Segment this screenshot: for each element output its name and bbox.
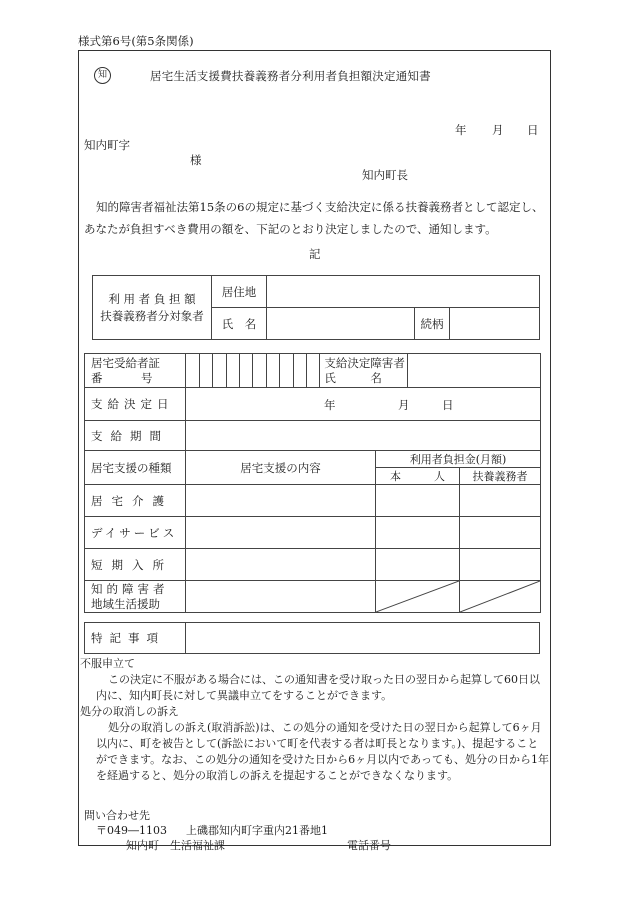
cert-number-label <box>85 354 186 388</box>
special-notes-label: 特記事項 <box>85 623 186 654</box>
service-content-cell[interactable] <box>186 485 376 517</box>
contact-heading: 問い合わせ先 <box>84 809 150 822</box>
cert-digit-box[interactable] <box>280 354 293 387</box>
lawsuit-heading: 処分の取消しの訴え <box>80 705 179 718</box>
contact-department: 知内町 生活福祉課 <box>126 839 225 852</box>
cert-digit-box[interactable] <box>199 354 212 387</box>
supporter-amount-cell[interactable] <box>460 485 541 517</box>
ki-marker: 記 <box>309 247 321 261</box>
disabled-person-label <box>320 354 408 387</box>
relation-label: 続柄 <box>415 308 450 340</box>
service-row-label: デイサービス <box>85 517 186 549</box>
date-day: 日 <box>527 123 539 137</box>
period-label: 支給期間 <box>85 421 186 451</box>
cert-row <box>186 354 541 388</box>
residence-label: 居住地 <box>212 276 267 308</box>
self-amount-cell[interactable] <box>376 485 460 517</box>
service-table <box>84 353 541 613</box>
supporter-header: 扶養義務者 <box>460 468 541 485</box>
supporter-amount-cell[interactable] <box>460 549 541 581</box>
service-content-cell[interactable] <box>186 549 376 581</box>
disabled-person-line1: 支給決定障害者 <box>324 355 405 370</box>
notice-body: 知的障害者福祉法第15条の6の規定に基づく支給決定に係る扶養義務者として認定し、あなたが負担すべき費用の額を、下記のとおり決定しましたので、通知します。 <box>84 200 544 236</box>
name-field[interactable] <box>267 308 415 340</box>
relation-field[interactable] <box>450 308 540 340</box>
objection-text: この決定に不服がある場合には、この通知書を受け取った日の翌日から起算して60日以内に、知内町長に対して異議申立てをすることができます。 <box>96 673 540 702</box>
service-content-cell[interactable] <box>186 517 376 549</box>
period-field[interactable] <box>186 421 541 451</box>
lawsuit-text: 処分の取消しの訴え(取消訴訟)は、この処分の通知を受けた日の翌日から起算して6ヶ月以内に、町を被告として(訴訟において町を代表する者は町長となります。)、提起することができます。なお、この処分の通知を受けた日から6ヶ月以内であっても、処分の日から1年を経過すると、処分の取消しの訴えを提起することができなくなります。 <box>96 721 550 782</box>
contact-postal: 〒049―1103 <box>96 824 167 837</box>
diagonal-slash-icon <box>460 581 540 612</box>
diagonal-slash-icon <box>376 581 459 612</box>
special-notes-field[interactable] <box>186 623 540 654</box>
disabled-person-field[interactable] <box>408 354 540 387</box>
applicant-label-cell <box>93 276 212 340</box>
self-amount-cell-crossed <box>376 581 460 613</box>
disabled-person-line2: 氏 名 <box>324 370 382 385</box>
recipient-area: 知内町字 <box>84 138 130 152</box>
cert-digit-box[interactable] <box>226 354 239 387</box>
cert-number-line2: 番 号 <box>91 370 154 385</box>
applicant-table <box>92 275 540 340</box>
special-notes-table <box>84 622 540 654</box>
cert-digit-box[interactable] <box>253 354 266 387</box>
cert-digit-box[interactable] <box>307 354 320 387</box>
date-year: 年 <box>455 123 467 137</box>
supporter-amount-cell-crossed <box>460 581 541 613</box>
decision-date-label: 支給決定日 <box>85 388 186 421</box>
self-amount-cell[interactable] <box>376 517 460 549</box>
seal-circle-icon: 知 <box>94 67 111 84</box>
form-number: 様式第6号(第5条関係) <box>78 34 194 48</box>
applicant-label-line2: 扶養義務者分対象者 <box>100 308 204 323</box>
service-row-label: 居宅介護 <box>85 485 186 517</box>
notes-section <box>80 656 550 784</box>
service-row-label: 短期入所 <box>85 549 186 581</box>
objection-heading: 不服申立て <box>80 657 135 670</box>
name-label: 氏 名 <box>212 308 267 340</box>
recipient-honorific: 様 <box>190 153 202 167</box>
group-home-line2: 地域生活援助 <box>91 596 160 611</box>
group-home-line1: 知的障害者 <box>91 581 169 596</box>
cert-digit-box[interactable] <box>213 354 226 387</box>
decision-date-field[interactable] <box>186 388 541 421</box>
decision-year: 年 <box>324 398 336 412</box>
burden-header: 利用者負担金(月額) <box>376 451 541 468</box>
cert-number-line1: 居宅受給者証 <box>91 355 160 370</box>
cert-digit-box[interactable] <box>240 354 253 387</box>
self-header: 本 人 <box>376 468 460 485</box>
supporter-amount-cell[interactable] <box>460 517 541 549</box>
cert-digit-box[interactable] <box>266 354 279 387</box>
document-title: 居宅生活支援費扶養義務者分利用者負担額決定通知書 <box>150 69 431 83</box>
service-type-header: 居宅支援の種類 <box>85 451 186 485</box>
contact-phone-label: 電話番号 <box>347 839 391 852</box>
issuer-name: 知内町長 <box>362 168 408 182</box>
service-content-cell[interactable] <box>186 581 376 613</box>
decision-month: 月 <box>398 398 410 412</box>
service-content-header: 居宅支援の内容 <box>186 451 376 485</box>
date-month: 月 <box>492 123 504 137</box>
decision-day: 日 <box>442 398 454 412</box>
cert-digit-box[interactable] <box>186 354 199 387</box>
applicant-label-line1: 利 用 者 負 担 額 <box>108 291 196 306</box>
contact-address: 上磯郡知内町字重内21番地1 <box>186 824 328 837</box>
cert-digit-box[interactable] <box>293 354 306 387</box>
service-row-label <box>85 581 186 613</box>
residence-field[interactable] <box>267 276 540 308</box>
self-amount-cell[interactable] <box>376 549 460 581</box>
